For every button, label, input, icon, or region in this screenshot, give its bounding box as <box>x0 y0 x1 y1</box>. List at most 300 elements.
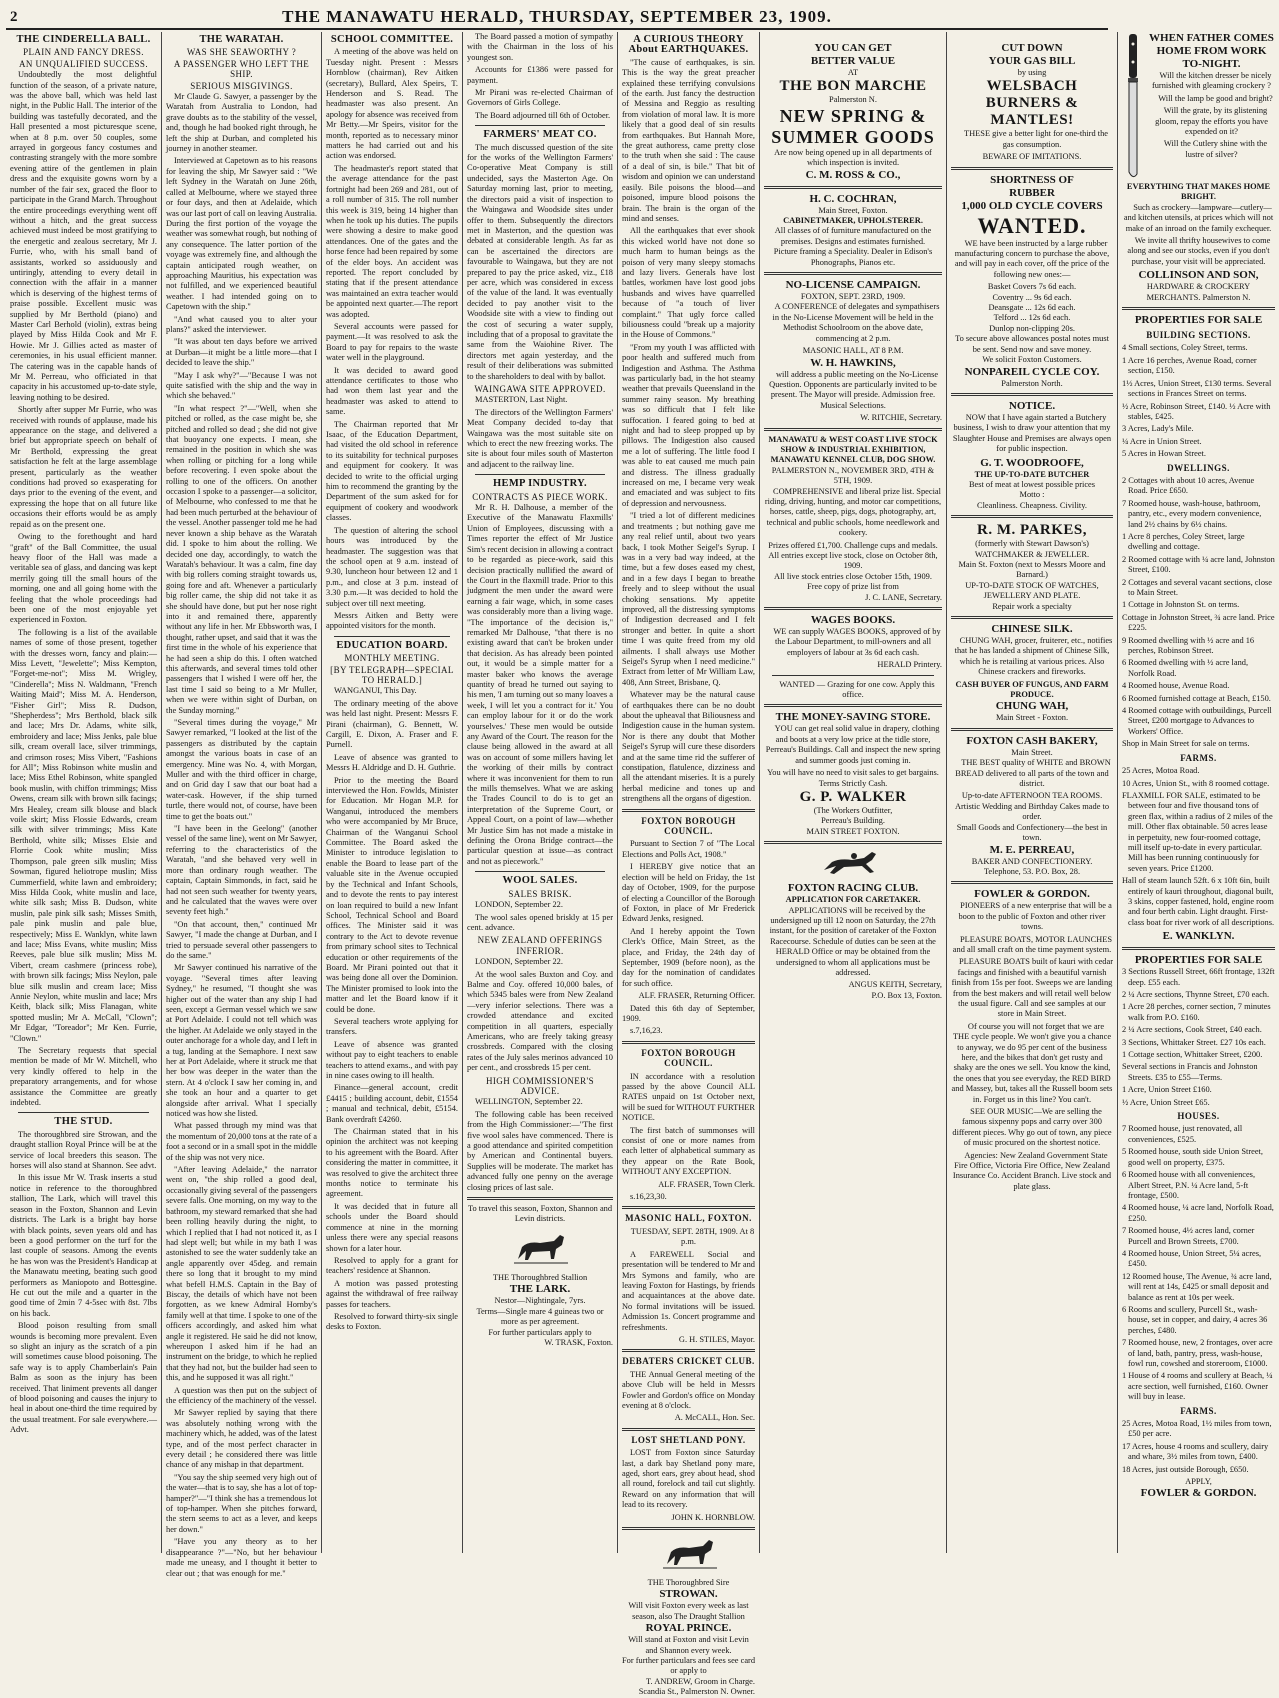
article-subtitle: WAS SHE SEAWORTHY ? <box>186 47 297 58</box>
paragraph: At the wool sales Buxton and Coy. and Balme and Coy. offered 10,000 bales, of which 5345 bales were from New Zealand—very inferior selections. There was a crowded attendance and excited competition in all quarters, especially Americans, who are freely taking greasy crossbreds. Compared with the closing rates of the July sales merinos advanced 10 per cent., and crossbreds 15 per cent. <box>467 969 613 1073</box>
notice-title: LOST SHETLAND PONY. <box>631 1434 746 1445</box>
article-subtitle: HIGH COMMISSIONER'S ADVICE. <box>486 1075 594 1096</box>
ad-heading: CHUNG WAH, <box>995 700 1069 713</box>
article-subtitle: [BY TELEGRAPH—SPECIAL TO HERALD.] <box>330 664 454 685</box>
ad-text: Small Goods and Confectionery—the best in town. <box>956 822 1108 843</box>
property-item: 5 Acres in Howan Street. <box>1122 449 1206 459</box>
paragraph: Owing to the forethought and hard "graft" of the Ball Committee, the usual heavy floor of the Hall was made a veritable sea of glass, and dancing was kept merrily going till the small hours of the morning, one and all going home with the feeling that the whole proceedings had been one of the most enjoyable yet experienced in Foxton. <box>10 532 157 625</box>
divider <box>1122 307 1275 310</box>
ad-text: MAIN STREET FOXTON. <box>806 826 900 836</box>
paragraph: Resolved to apply for a grant for teachers' residence at Shannon. <box>326 1255 458 1276</box>
paragraph: Blood poison resulting from small wounds is becoming more prevalent. Even so slight an injury as the scratch of a pin will sometimes cause blood poisoning. The safe way is to apply Chamberlain's Pain Balm as soon as the injury has been received. That liniment prevents all danger of blood poisoning and causes the injury to heal in about one-third the time required by the usual treatment. For sale everywhere.—Advt. <box>10 1321 157 1435</box>
paragraph: The following cable has been received from the High Commissioner:—"The first five wool sales have commenced. There is a good attendance and spirited competition by American and Continental buyers. Supplies will be moderate. The market has advanced fully one penny on the average closing prices of last sale. <box>467 1109 613 1192</box>
article-subtitle: SALES BRISK. <box>508 888 572 899</box>
ad-text: Palmerston North. <box>1001 378 1063 388</box>
paragraph: The thoroughbred sire Strowan, and the draught stallion Royal Prince will be at the service of local breeders this season. The horses will also stand at Shannon. See advt. <box>10 1129 157 1171</box>
ad-signature: ANGUS KEITH, Secretary, <box>848 980 942 990</box>
property-item: 1 Acre 8 perches, Coley Street, large dwelling and cottage. <box>1122 531 1245 552</box>
ad-money-saving-store <box>764 711 942 837</box>
ad-text: Will the grate, by its glistening gloom, repay the efforts you have expended on it? <box>1155 106 1268 137</box>
ad-text: AT <box>847 68 859 77</box>
ad-heading: H. C. COCHRAN, <box>809 192 897 205</box>
ad-text: Cleanliness. Cheapness. Civility. <box>977 500 1087 510</box>
ad-signature: HERALD Printery. <box>877 660 942 670</box>
paragraph: The Chairman reported that Mr Isaac, of the Education Department, had visited the old school in reference to its suitability for technical purposes and equipment for cookery. It was decided to write to the official urging him to recommend the granting by the Department of the sum asked for for equipment of cookery and woodwork classes. <box>326 419 458 523</box>
ad-cycle-covers <box>951 174 1113 389</box>
ad-heading: WHEN FATHER COMES HOME FROM WORK TO-NIGHT. <box>1149 32 1274 70</box>
ad-text: Deansgate ... 12s 6d each. <box>988 303 1076 313</box>
ad-text: YOU CAN GET <box>814 42 892 54</box>
ad-heading: G. P. WALKER <box>799 788 907 805</box>
property-list <box>1122 766 1275 928</box>
ad-bon-marche <box>764 32 942 182</box>
divider <box>764 272 942 275</box>
paragraph: Several accounts were passed for payment.—It was resolved to ask the Board to pay for repairs to the waste water well in the playground. <box>326 321 458 363</box>
dateline: WANGANUI, This Day. <box>334 686 417 696</box>
ad-heading: NEW SPRING & SUMMER GOODS <box>771 105 935 147</box>
article-subtitle: AN UNQUALIFIED SUCCESS. <box>19 58 148 69</box>
divider <box>764 704 942 707</box>
signature: ALF. FRASER, Town Clerk. <box>658 1179 755 1189</box>
ad-heading: FOXTON RACING CLUB. <box>787 882 919 895</box>
paragraph: "In what respect ?"—"Well, when she pitched or rolled, as the case might be, she pitched and rolled so dead ; she did not give that buoyancy one expects. I mean, she remained in the position in which she was when rolling or pitching for a long while before recovering. I even spoke about the rolling to one of the officers. On another occasion I spoke to a passenger—a solicitor, of Melbourne, who confessed to me that he had been much perturbed at the behaviour of the vessel. Another passenger told me he had never known a ship behave as the Waratah did. I spoke to him about the rolling. We decided one day, accordingly, to watch the Waratah's behaviour. It was a calm, fine day with big rollers coming straight towards us, going fore and aft. Whenever a particularly big roller came, the ship did not take it as she should have done, but put her nose right into it and remained there, apparently without any life in her. Mr Ebbsworth was, I thought, rather upset, and said that it was the first time in the whole of his experience that he had seen a ship do this. I often watched this afterwards, and several times told other passengers that I wished I were off her, the last time I said so being to a Mr Muller, when we were within sight of Durban, on the Sunday morning." <box>166 403 317 715</box>
paragraph: A motion was passed protesting against the withdrawal of free railway passes for teachers. <box>326 1278 458 1309</box>
ad-text: PALMERSTON N., NOVEMBER 3RD, 4TH & 5TH, 1909. <box>771 465 935 486</box>
ad-heading: FOWLER & GORDON. <box>974 888 1090 901</box>
paragraph: "May I ask why?"—"Because I was not quite satisfied with the ship and the way in which she behaved." <box>166 370 317 401</box>
property-item: 1 Acre 28 perches, corner section, 7 minutes walk from P.O. £160. <box>1122 1002 1271 1022</box>
properties-wanklyn <box>1122 314 1275 943</box>
paragraph: "On that account, then," continued Mr Sawyer, "I made the change at Durban, and I tried to persuade several other passengers to do the same." <box>166 919 317 960</box>
divider <box>764 841 942 844</box>
article-title-hemp-industry: HEMP INDUSTRY. <box>493 478 587 490</box>
property-item: 7 Roomed house, 4½ acres land, corner Purcell and Brown Streets, £700. <box>1122 1226 1255 1246</box>
divider <box>951 167 1113 170</box>
paragraph: All the earthquakes that ever shook this wicked world have not done so much harm to human beings as the poison of very many sleepy stomachs and lazy livers. Generals have lost battles, workmen have lost good jobs husbands and wives have quarrelled because of "a touch of liver complaint." That ugly force called biliousness could "break up a majority in the House of Commons." <box>622 226 755 340</box>
ad-heading: WELSBACH BURNERS & MANTLES! <box>985 78 1079 129</box>
divider <box>475 125 605 126</box>
ad-text: MASONIC HALL, AT 8 P.M. <box>802 346 904 356</box>
paragraph: The Secretary requests that special mention be made of Mr W. Mitchell, who very kindly offered to help in the preparatory arrangements, and for whose assistance the Committee are greatly indebted. <box>10 1046 157 1108</box>
ad-text: FOXTON, SEPT. 23RD, 1909. <box>800 292 906 302</box>
paragraph: "It was about ten days before we arrived at Durban—it might be a little more—that I decided to leave the ship." <box>166 337 317 368</box>
ad-heading: 1,000 OLD CYCLE COVERS <box>961 199 1103 212</box>
page-number: 2 <box>10 9 19 25</box>
paragraph: "And what caused you to alter your plans?" asked the interviewer. <box>166 314 317 334</box>
ad-text: CASH BUYER OF FUNGUS, AND FARM PRODUCE. <box>955 679 1109 700</box>
article-subtitle: MONTHLY MEETING. <box>344 653 440 664</box>
property-item: 6 Roomed house with all conveniences, Albert Street, P.N. ¼ Acre land, 5-ft frontage, £500. <box>1122 1170 1256 1200</box>
ad-text: A CONFERENCE of delegates and sympathisers in the No-License Movement will be held in the Methodist Schoolroom on the above date, commencing at 2 p.m. <box>772 302 940 343</box>
property-list <box>1122 1419 1275 1475</box>
property-item: 4 Roomed house, ¼ acre land, Norfolk Road, £250. <box>1122 1203 1274 1223</box>
ad-text: Telford ... 12s 6d each. <box>993 313 1071 323</box>
ad-heading: R. M. PARKES, <box>977 522 1087 539</box>
ad-heading: FOXTON CASH BAKERY, <box>966 734 1098 747</box>
ad-heading: CHINESE SILK. <box>991 623 1073 635</box>
ad-text: THESE give a better light for one-third the gas consumption. <box>964 129 1108 149</box>
ad-text: Artistic Wedding and Birthday Cakes made to order. <box>954 801 1110 822</box>
ad-heading: W. H. HAWKINS, <box>810 356 896 369</box>
signature: A. McCALL, Hon. Sec. <box>674 1413 755 1423</box>
paragraph: The question of altering the school hours was introduced by the headmaster. The suggestion was that the school open at 9 a.m. instead of 9.30, luncheon hour between 12 and 1 p.m., and close at 3 p.m. instead of 3.30 p.m.—It was decided to hold the subject over till next meeting. <box>326 525 458 608</box>
property-item: 3 Acres, Lady's Mile. <box>1122 424 1194 434</box>
divider <box>764 428 942 431</box>
ad-text: Telephone, 53. P.O. Box, 28. <box>983 866 1081 876</box>
ad-text: Nestor—Nightingale, 7yrs. <box>494 1296 586 1306</box>
article-title-school-committee: SCHOOL COMMITTEE. <box>330 34 454 45</box>
notice-title: DEBATERS CRICKET CLUB. <box>622 1356 755 1367</box>
paragraph: The following is a list of the available names of some of those present, together with the dresses worn, fancy and plain:—Miss Levett, "Jewelette"; Miss Kempton, "Forget-me-not"; Miss M. Wrigley, "Cinderella"; Miss N. Waldmann, "French Waiting Maid"; Miss M. A. Henderson, "Fisher Girl"; Miss R. Dudson, "Shepherdess"; Mrs Berthold, black silk and lace; Mrs Dr. Adams, white silk, embroidery and lace; Miss Jenks, pale blue silk, cream overall lace, silver trimmings, and crimson roses; Miss Vibert, "Fashions for All"; Miss Robinson white muslin and lace; Miss Ethel Robinson, white spangled book muslin, with chiffon trimmings; Miss Owens, cream silk with brown silk facings; Mrs Healey, cream silk blouse and black voile skirt; Miss Flossie Edwards, cream silk with silver trimmings; Miss Kate Berthold, white silk; Misses Elsie and Florrie Cook white muslin; Miss Thompson, pale green silk muslin; Miss Sowman, figured heliotrope muslin; Miss Cummerfield, white lawn and embroidery; Miss Hilda Cook, white muslin and lace, white silk sash; Miss B. Dudson, white muslin, pale pink silk sash; Misses Smith, pale pink muslin and pale blue, respectively; Miss E. Wanklyn, white lawn and lace; Miss Evans, white muslin; Miss Reeves, pale blue silk muslin; Miss M. Vibert, cream cashmere (princess robe), with brown silk facings; Miss Neylon, pale blue silk muslin and cream lace; Miss Annie Neylon, white muslin and lace; Mrs Keith, black silk; Miss Flanagan, white spotted muslin; Mr A. McCall, "Clown"; Mr Edgar, "Toreador"; Mr Ken. Furrie, "Clown." <box>10 627 157 1043</box>
divider <box>467 1197 613 1200</box>
paragraph: Leave of absence was granted without pay to eight teachers to enable teachers to attend exams., and with pay in nine cases owing to ill health. <box>326 1039 458 1080</box>
divider <box>622 809 755 812</box>
paragraph: Shortly after supper Mr Furrie, who was received with rounds of applause, made his appearance on the stage, and delivered a brief but appropriate speech on behalf of Mr Berthold, expressing the great satisfaction he felt at the large assemblage present, particularly as the weather conditions had proved so exasperating for days prior to the evening of the event, and expressing the hope that on all future like occasions their efforts would be as amply repaid as on the present one. <box>10 405 157 529</box>
ad-heading: ROYAL PRINCE. <box>645 1622 732 1635</box>
column-7 <box>1118 32 1279 1553</box>
ad-text: All classes of of furniture manufactured on the premises. Designs and estimates furnished. <box>774 226 932 246</box>
ad-text: Agencies: New Zealand Government State Fire Office, Victoria Fire Office, New Zealand Insurance Co. Accident Branch. Live stock and plate glass. <box>952 1150 1112 1191</box>
property-list <box>1122 343 1275 459</box>
property-item: ½ Acre, Robinson Street, £140. ½ Acre with stables, £425. <box>1122 401 1271 421</box>
property-item: 7 Roomed house, new, 2 frontages, over acre of land, bath, pantry, press, wash-house, fowl run, cowshed and storeroom, £1000. <box>1122 1338 1273 1368</box>
property-item: 18 Acres, just outside Borough, £650. <box>1122 1464 1249 1474</box>
ad-heading: MANAWATU KENNEL CLUB, DOG SHOW. <box>770 455 936 465</box>
property-item: Cottage in Johnston Street, ¾ acre land. Price £225. <box>1122 612 1275 633</box>
property-item: ¼ Acre in Union Street. <box>1122 436 1202 446</box>
ad-text: Main St. Foxton (next to Messrs Moore and Barnard.) <box>958 559 1106 580</box>
ad-text: will address a public meeting on the No-License Question. Opponents are particularly invited to be present. The Mayor will preside. Admission free. Musical Selections. <box>769 369 939 410</box>
paragraph: The headmaster's report stated that the average attendance for the past fortnight had been 269 and 281, out of a roll number of 315. The roll number this week is 319, being 14 higher than when he took up his duties. The pupils were showing a desire to make good attendances. One of the gates and the horse fence had been repaired by some of the elder boys. An accident was reported. The report concluded by stating that if the present attendance was maintained an extra teacher would be appointed next quarter.—The report was adopted. <box>326 163 458 319</box>
property-item: FLAXMILL FOR SALE, estimated to be between four and five thousand tons of green flax, within a radius of 2 miles of the mill. Other flax obtainable. 50 acres lease in perpetuity, new four-roomed cottage, mill itself up-to-date in every particular. Mill has been running continuously for seven years. Price £1200. <box>1122 790 1273 873</box>
property-item: 12 Roomed house, The Avenue, ¾ acre land, will rent at 14s, £425 or small deposit and balance as rent at 10s per week. <box>1122 1271 1272 1302</box>
ad-text: PLEASURE BOATS, MOTOR LAUNCHES and all small craft on the time payment system. <box>952 934 1112 954</box>
ad-text: Perreau's Building. <box>821 816 885 826</box>
property-item: 1½ Acres, Union Street, £130 terms. Several sections in Frances Street on terms. <box>1122 378 1272 399</box>
property-item: 2 Roomed cottage with ¼ acre land, Johnston Street, £100. <box>1122 554 1275 575</box>
ad-text: CABINETMAKER, UPHOLSTERER. <box>783 216 923 226</box>
paragraph: "I have been in the Geelong" (another vessel of the same line), went on Mr Sawyer, referring to the characteristics of the Waratah, "and she behaved very well in more than ordinary rough weather. The captain, Captain Simmonds, in fact, said he had not seen such weather for twenty years, and he calculated that the waves were over seventy feet high." <box>166 824 317 917</box>
property-item: Several sections in Francis and Johnston Streets. £35 to £55—Terms. <box>1122 1062 1258 1082</box>
paragraph: The much discussed question of the site for the works of the Wellington Farmers' Co-operative Meat Company is still undecided, says the Masterton Age. On Saturday morning last, prior to meeting, the directors paid a visit of inspection to the Waingawa and Woodside sites under offer to them. Subsequently the directors met in Masterton, and the question was debated at considerable length. As far as can be ascertained the directors are favourable to Waingawa, but they are not prepared to pay the price asked, viz., £18 per acre, which was considered in excess of the value of the land. It was eventually decided to pay another visit to the Woodside site with a view to finding out the cost of securing a water supply, including that of a proposal to gravitate the same from the Waiohine River. The directors met again yesterday, and the result of their deliberations was submitted to the shareholders to deal with by ballot. <box>467 142 613 381</box>
property-item: 2 ¼ Acre sections, Thynne Street, £70 each. <box>1122 990 1270 999</box>
property-item: 6 Roomed furnished cottage at Beach, £150. <box>1122 693 1271 703</box>
ad-no-license <box>764 279 942 423</box>
divider <box>622 1428 755 1431</box>
section-subheading: DWELLINGS. <box>1167 462 1230 473</box>
ad-text: WE have been instructed by a large rubber manufacturing concern to purchase the above, and will pay in each cover, off the price of the following new ones:— <box>954 238 1110 279</box>
ad-racing-club <box>764 848 942 1001</box>
section-subheading: BUILDING SECTIONS. <box>1146 330 1251 341</box>
ad-text: THE UP-TO-DATE BUTCHER <box>974 469 1090 479</box>
property-item: 1 Cottage section, Whittaker Street, £200. <box>1122 1050 1263 1060</box>
ad-heading: NOTICE. <box>1008 399 1056 412</box>
ad-text: BEWARE OF IMITATIONS. <box>982 152 1082 162</box>
article-subtitle: NEW ZEALAND OFFERINGS INFERIOR. <box>477 935 603 956</box>
paragraph: And I hereby appoint the Town Clerk's Office, Main Street, as the place, and Friday, the 24th day of September, 1909 (before noon), as the day for the nomination of candidates for such office. <box>622 926 755 988</box>
divider <box>764 186 942 189</box>
signature: ALF. FRASER, Returning Officer. <box>638 991 755 1001</box>
ad-heading: THE BON MARCHE <box>779 78 927 95</box>
ad-text: THE Thoroughbred Stallion <box>492 1272 588 1282</box>
ad-text: Dunlop non-clipping 20s. <box>989 323 1075 333</box>
column-3 <box>322 32 463 1553</box>
ad-welsbach <box>951 32 1113 163</box>
ad-text: SEE OUR MUSIC—We are selling the famous sixpenny pops and carry over 300 different pieces. Why go out of town, any piece of music procured on the shortest notice. <box>952 1107 1112 1148</box>
ad-text: Basket Covers 7s 6d each. <box>987 282 1077 292</box>
ad-text: Main Street. <box>1011 747 1053 757</box>
paragraph: Accounts for £1386 were passed for payment. <box>467 65 613 85</box>
divider <box>622 1527 755 1530</box>
divider <box>622 1041 755 1044</box>
ad-text: Main Street, Foxton. <box>818 205 888 215</box>
paragraph: Mr R. H. Dalhouse, a member of the Executive of the Manawatu Flaxmills' Union of Employees, discussing with a Times reporter the effect of Mr Justice Sim's recent decision in allowing a contract to be regarded as piece-work, said this decision practically nullified the award of the Court in the flaxmill trade. Prior to this judgment the men under the award were earning a fair wage, which, in some cases was considerably more than a living wage. "The importance of the decision is," remarked Mr Dalhouse, "that there is no existing award that can't be broken under that decision. As has already been pointed out, it would be a simple matter for a master baker who knows the average quantity of bread he turned out saying to his men, 'I am turning out so many loaves a week, I will let you a contract for it.' You can employ labour for it or do the work yourselves.' These men would be outside any Award of the Court. The reason for the clause being allowed in the award at all was on account of some millers having let the working of their mills by contract where it was inconvenient for them to run the mills themselves. What we are asking the Trades Council to do is to get an interpretation of the Supreme Court, or Appeal Court, on a point of law—whether Mr Justice Sim has not made a mistake in defining the Orona Bridge contract—the particular question at issue—as contract and not as piecework." <box>467 503 613 866</box>
ad-the-lark <box>467 1204 613 1348</box>
divider <box>475 871 605 872</box>
signature: JOHN K. HORNBLOW. <box>671 1512 755 1522</box>
paragraph: It was decided that in future all schools under the Board should commence at nine in the morning unless there were any special reasons shown for a later hour. <box>326 1201 458 1253</box>
ad-text: Of course you will not forget that we are THE cycle people. We won't give you a chance to anyway, we do 95 per cent of the business here, and the bikes that don't get rusty and shaky are the ones we sell. You know the kind, the ones that you see everyday, the RED BIRD and Massey, but, takes all the Russell boom sets in. Forget us in this line? You can't. <box>951 1021 1113 1104</box>
ad-text: To secure above allowances postal notes must be sent. Send now and save money. <box>955 334 1109 354</box>
ad-text: THE BEST quality of WHITE and BROWN BREAD delivered to all parts of the town and district. <box>955 758 1111 789</box>
ad-text: Palmerston N. <box>829 95 877 105</box>
property-item: 4 Roomed house, Union Street, 5¼ acres, £450. <box>1122 1248 1262 1269</box>
paragraph: IN accordance with a resolution passed by the above Council ALL RATES unpaid on 1st October next, will be sued for WITHOUT FURTHER NOTICE. <box>622 1071 755 1123</box>
ad-heading: G. T. WOODROOFE, <box>980 456 1084 469</box>
property-item: 10 Acres, Union St., with 8 roomed cottage. <box>1122 778 1270 788</box>
divider <box>622 1206 755 1209</box>
property-list <box>1122 967 1275 1108</box>
article-title-farmers-meat: FARMERS' MEAT CO. <box>483 129 597 141</box>
article-subtitle: SERIOUS MISGIVINGS. <box>190 80 293 91</box>
paragraph: "Have you any theory as to her disappearance ?"—"No, but her behaviour made me uneasy, and I thought it better to clear out ; that was enough for me." <box>166 1537 317 1578</box>
ad-heading: SHORTNESS OF <box>990 173 1074 186</box>
paragraph: Prior to the meeting the Board interviewed the Hon. Fowlds, Minister for Education. Mr Hogan M.P. for Wanganui, introduced the members who were accompanied by Mr Bruce, Chairman of the Wanganui School Committee. The Board asked the Minister to introduce legislation to enable the Board to lease part of the valuable site in the Avenue occupied by the Technical and Infant Schools, and to devote the rents to pay interest on loan required to build a new Infant School, Technical School and Board offices. The Minister said it was contrary to the Act to devote revenue from primary school sites to Technical education or other requirements of the Board. Mr Pirani pointed out that it was being done all over the Dominion. The Minister promised to look into the matter and let the Board know if it could be done. <box>326 775 458 1014</box>
divider <box>622 1349 755 1352</box>
article-subtitle: WAINGAWA SITE APPROVED. <box>474 384 606 394</box>
ad-heading: NONPAREIL CYCLE COY. <box>964 365 1100 378</box>
paragraph: Pursuant to Section 7 of "The Local Elections and Polls Act, 1908." <box>622 839 755 859</box>
property-item: 1 Acre 16 perches, Avenue Road, corner section, £150. <box>1122 355 1257 376</box>
ad-text: (The Workers Outfitter, <box>813 805 893 815</box>
property-item: 25 Acres, Motoa Road. <box>1122 766 1200 776</box>
property-item: 3 Sections Russell Street, 66ft frontage, 132ft deep. £55 each. <box>1122 967 1275 987</box>
paragraph: The first batch of summonses will consist of one or more names from each letter of alphabetical summary as they appear on the Rate Book, WITHOUT ANY EXCEPTION. <box>622 1125 755 1177</box>
paragraph: Mr Claude G. Sawyer, a passenger by the Waratah from Australia to London, had grave doubts as to the stability of the vessel, and, though he had booked right through, he left the ship at Durban, and completed his journey in another steamer. <box>166 92 317 154</box>
paragraph: "The cause of earthquakes, is sin. This is the way the great preacher explained these terrifying convulsions of the earth. Just fancy the destruction of Messina and Reggio as resulting from violation of moral law. It is more likely that a good deal of sin results from earthquakes. But Hannah More, the great authoress, came pretty close to the truth when she said : The cause of a deal of sin, is bile." That bit of wisdom and opinion we can understand easily. Bile poisons the blood—and poisoned, impure blood poisons the brain. The brain is the organ of the mind and senses. <box>622 57 755 223</box>
article-title-wool-sales: WOOL SALES. <box>502 875 578 887</box>
paragraph: "I tried a lot of different medicines and treatments ; but nothing gave me any real relief until, about two years back, I took Mother Seigel's Syrup. I was in a very bad way indeed, at the time, but a few doses eased my chest, and in a few days I began to breathe freely and to sleep without the usual choking sensations. My appetite improved, all the distressing symptoms of Indigestion decreased and I felt stronger and better. In quite a short time I was quite freed from my old ailments. I shall always use Mother Seigel's Syrup when I need medicine." Extract from letter of Mr William Law, 408, Ann Street, Brisbane, Q. <box>622 511 755 687</box>
paragraph: LOST from Foxton since Saturday last, a dark bay Shetland pony mare, aged, short ears, grey about head, shod all round, forelock and tail cut slightly. Reward on any information that will lead to its recovery. <box>622 1448 755 1510</box>
paragraph: Mr Sawyer replied by saying that there was absolutely nothing wrong with the machinery which, he added, was of the latest type, and of the most perfect character in every detail ; he considered there was little chance of any mishap in that department. <box>166 1408 317 1470</box>
divider <box>1122 947 1275 950</box>
ad-text: Free copy of prize list from <box>807 582 899 592</box>
paragraph: What passed through my mind was that the momentum of 20,000 tons at the rate of a foot a second or in a small spot in the middle of the ship was not very nice. <box>166 1121 317 1162</box>
ad-heading: EVERYTHING THAT MAKES HOME BRIGHT. <box>1126 182 1271 202</box>
masthead-title: THE MANAWATU HERALD, THURSDAY, SEPTEMBER 23, 1909. <box>282 7 832 26</box>
divider <box>951 881 1113 884</box>
property-item: 2 Cottages and several vacant sections, close to Main Street. <box>1122 577 1273 597</box>
section-subheading: FARMS. <box>1180 752 1217 763</box>
ad-heading: MANAWATU & WEST COAST LIVE STOCK SHOW & INDUSTRIAL EXHIBITION, <box>768 434 938 454</box>
ad-cash-bakery <box>951 735 1113 877</box>
notice-title: FOXTON BOROUGH COUNCIL. <box>641 815 736 837</box>
ad-text: YOUR GAS BILL <box>988 55 1076 67</box>
ad-heading: NO-LICENSE CAMPAIGN. <box>785 279 921 292</box>
ad-text: Prizes offered £1,700. Challenge cups and medals. <box>768 540 938 550</box>
ad-heading: THE LARK. <box>509 1283 571 1296</box>
ad-text: WE can supply WAGES BOOKS, approved of by the Labour Department, to mill-owners and all employers of labour at 3s 6d each cash. <box>773 627 941 657</box>
ad-wages-books <box>764 614 942 700</box>
dateline: WELLINGTON, September 22. <box>475 1097 583 1107</box>
ad-text: BAKER AND CONFECTIONERY. <box>971 856 1093 866</box>
paragraph: "After leaving Adelaide," the narrator went on, "the ship rolled a good deal, occasionally giving several of the passengers severe falls. One morning, on my way to the bathroom, my steward remarked that she had been rolling heavily during the night, to which I replied that I had not noticed it, as I had slept well; but while in my bath I was astonished to see the water suddenly take an angle apparently over 45deg. and remain there so long that it brought to my mind what befell H.M.S. Captain in the Bay of Biscay, the details of which have not been forgotten, as we knew Admiral Hornby's family well at that time. I spoke to one of the officers accordingly, and asked him what angle it registered. He said he did not know, whereupon I asked him if he had an instrument on the bridge, to which he replied that they had not, but the builder had seen to this, and he supposed it was all right." <box>166 1165 317 1383</box>
ad-signature: P.O. Box 13, Foxton. <box>871 990 942 1000</box>
ad-text: Best of meat at lowest possible prices <box>968 479 1096 489</box>
ad-text: Will visit Foxton every week as last season, also The Draught Stallion <box>628 1601 749 1621</box>
ad-text: APPLY, <box>1185 1477 1212 1487</box>
property-item: 7 Roomed house, wash-house, bathroom, pantry, etc., every modern convenience, land 2½ chains by 6½ chains. <box>1122 498 1262 529</box>
ad-text: PLEASURE BOATS built of kauri with cedar facings and finished with a beautiful varnish finish from 15s per foot. Sweeps we are landing from the best makers and will retail well below the usual figure. Call and see samples at our store in Main Street. <box>951 957 1113 1019</box>
article-title-waratah: THE WARATAH. <box>199 34 284 45</box>
paragraph: A question was then put on the subject of the efficiency of the machinery of the vessel. <box>166 1385 317 1405</box>
ad-heading: WANTED. <box>977 212 1087 238</box>
ad-heading: M. E. PERREAU, <box>989 843 1075 856</box>
ad-text: To travel this season, Foxton, Shannon and Levin districts. <box>467 1204 613 1224</box>
paragraph: It was decided to award good attendance certificates to those who had won them last year and the headmaster was asked to attend to same. <box>326 365 458 417</box>
paragraph: I HEREBY give notice that an election will be held on Friday, the 1st day of October, 1909, for the purpose of electing a Councillor of the Borough of Foxton, in place of Mr Frederick Edward Jenks, resigned. <box>622 862 755 924</box>
ad-text: For further particulars and fees see card or apply to <box>622 1656 756 1676</box>
ad-show <box>764 435 942 604</box>
ad-signature: J. C. LANE, Secretary. <box>865 592 942 602</box>
paragraph: TUESDAY, SEPT. 28TH, 1909. At 8 p.m. <box>630 1226 755 1247</box>
paragraph: Finance—general account, credit £4415 ; building account, debit, £1554 ; manual and technical, debit, £5154. Bank overdraft £4260. <box>326 1083 458 1124</box>
ad-collinson <box>1122 32 1275 303</box>
property-item: 1 Acre, Union Street £160. <box>1122 1085 1212 1095</box>
ad-text: PIONEERS of a new enterprise that will be a boon to the public of Foxton and other river towns. <box>958 901 1112 932</box>
divider <box>951 616 1113 619</box>
section-subheading: HOUSES. <box>1177 1111 1220 1122</box>
paragraph: Leave of absence was granted to Messrs H. Aldridge and D. H. Guthrie. <box>326 752 458 773</box>
masthead <box>6 6 1108 30</box>
ad-text: APPLICATIONS will be received by the undersigned up till 12 noon on Saturday, the 27th instant, for the position of caretaker of the Foxton Racecourse. Schedule of duties can be seen at the HERALD Office or may be obtained from the undersigned to whom all applications must be addressed. <box>769 905 937 977</box>
section-heading: PROPERTIES FOR SALE <box>1134 954 1263 967</box>
ad-signature: Scandia St., Palmerston N. Owner. <box>638 1687 755 1697</box>
ad-signature: W. RITCHIE, Secretary. <box>860 413 942 423</box>
ad-text: by using <box>1017 68 1047 77</box>
ad-text: Will the Cutlery shine with the lustre of silver? <box>1163 139 1268 159</box>
ad-text: You will have no need to visit sales to get bargains. <box>767 768 939 778</box>
column-6 <box>760 32 947 1553</box>
ad-heading: WAGES BOOKS. <box>810 614 896 627</box>
ad-text: Motto : <box>1019 490 1045 500</box>
ad-text: Will the kitchen dresser be nicely furnished with gleaming crockery ? <box>1151 71 1272 91</box>
ad-text: Coventry ... 9s 6d each. <box>992 292 1072 302</box>
ad-text: CHUNG WAH, grocer, fruiterer, etc., notifies that he has landed a shipment of Chinese Silk, which he is retailing at various prices. Also Chinese crackers and fireworks. <box>954 636 1113 677</box>
paragraph: Dated this 6th day of September, 1909. <box>622 1003 755 1023</box>
property-list <box>1122 1124 1275 1402</box>
ad-signature: C. M. ROSS & CO., <box>805 168 901 181</box>
ad-signature: E. WANKLYN. <box>1162 930 1235 943</box>
column-4 <box>463 32 618 1553</box>
property-item: 5 Roomed house, south side Union Street, good well on property, £375. <box>1122 1147 1263 1167</box>
paragraph: "From my youth I was afflicted with poor health and suffered much from Indigestion and Asthma. The Asthma was particularly bad, in the hot steamy weather that prevails Queensland in the summer rainy season. My breathing was so difficult that I felt like suffocation. I feared going to bed at night and had to sleep propped up by pillows. The Indigestion also caused me a lot of suffering. The little food I was able to eat caused me much pain and distress. The illness gradually increased on me, I became very weak and emaciated and was subject to fits of depression and nervousness. <box>622 342 755 508</box>
property-item: 6 Roomed dwelling with ½ acre land, Norfolk Road. <box>1122 658 1249 678</box>
ad-text: Main Street - Foxton. <box>995 713 1069 723</box>
property-item: 17 Acres, house 4 rooms and scullery, dairy and whare, 3½ miles from town, £400. <box>1122 1441 1269 1462</box>
paragraph: Whatever may be the natural cause of earthquakes there can be no doubt about the upheaval that Biliousness and Indigestion cause in the human system. Nor is there any doubt that Mother Seigel's Syrup will cure these disorders and at the same time rid the sufferer of constipation, flatulence, dizziness and all the attendant miseries. It is a purely herbal medicine and tones up and strengthens all the organs of digestion. <box>622 690 755 804</box>
column-5 <box>618 32 760 1697</box>
ad-butcher <box>951 400 1113 511</box>
ad-text: We solicit Foxton Customers. <box>982 355 1082 365</box>
ad-text: BETTER VALUE <box>810 55 896 67</box>
ad-text: COMPREHENSIVE and liberal prize list. Special riding, driving, hunting, and motor car competitions, horses, cattle, sheep, pigs, dogs, photography, art, technical and public schools, home needlework and cookery. <box>764 486 942 538</box>
paragraph: Messrs Aitken and Betty were appointed visitors for the month. <box>326 610 458 631</box>
ad-text: HARDWARE & CROCKERY MERCHANTS. Palmerston N. <box>1146 282 1251 302</box>
paragraph: Undoubtedly the most delightful function of the season, of a private nature, was the above ball, which was held last night, in the Public Hall. The interior of the building was tastefully decorated, and the Hall presented a most picturesque scene, when at 8 p.m. over 50 couples, some arrayed in gorgeous fancy costumes and contrasting strangely with the more sombre evening attire of the gentlemen in plain dress and the exquisite gowns worn by a number of the fair sex, graced the floor to participate in the Grand March. Throughout the entire proceedings everything went off without a hitch, and the great success achieved must indeed be most gratifying to the energetic and zealous secretary, Mr J. Furrie, who, with his small band of assistants, worked so assiduously and untiringly, attending to every detail in connection with the affair in a manner which is deserving of the highest terms of praise possible. Excellent music was supplied by Mr Berthold (piano) and Master Carl Berhold (violin), extras being played by Miss Hilda Cook and Mr F. Howie. Mr J. Gillies acted as master of ceremonies, in his usual efficient manner. The catering was in the capable hands of Mr M. Perreau, who officiated in that capacity in his accustomed up-to-date style, leaving nothing to be desired. <box>10 70 157 402</box>
paragraph: THE Annual General meeting of the above Club will be held in Messrs Fowler and Gordon's office on Monday evening at 8 o'clock. <box>622 1369 755 1410</box>
paragraph: A meeting of the above was held on Tuesday night. Present : Messrs Hornblow (chairman), Rev Aitken (secretary), Bullard, Alex Speirs, T. Henderson and S. Read. The headmaster was also present. An apology for absence was received from Mr Betty.—Mr Speirs, visitor for the month, reported as to necessary minor matters he had carried out and his action was endorsed. <box>326 47 458 161</box>
column-1 <box>6 32 162 1553</box>
divider <box>334 636 450 637</box>
notice-title: FOXTON BOROUGH COUNCIL. <box>641 1047 736 1069</box>
divider <box>475 474 605 475</box>
ad-heading: STROWAN. <box>659 1588 718 1601</box>
column-2 <box>162 32 322 1578</box>
ad-text: Will stand at Foxton and visit Levin and Shannon every week. <box>628 1635 749 1655</box>
paragraph: Resolved to forward thirty-six single desks to Foxton. <box>326 1311 458 1332</box>
ad-parkes <box>951 522 1113 612</box>
paragraph: The Board passed a motion of sympathy with the Chairman in the loss of his youngest son. <box>467 32 613 62</box>
column-6b <box>947 32 1118 1553</box>
properties-fowler-gordon <box>1122 954 1275 1500</box>
property-item: 9 Roomed dwelling with ½ acre and 16 perches, Robinson Street. <box>1122 635 1255 656</box>
dateline: LONDON, September 22. <box>475 900 563 910</box>
article-title-education-board: EDUCATION BOARD. <box>336 639 448 651</box>
ad-cochran <box>764 193 942 268</box>
ad-signature: T. ANDREW, Groom in Charge. <box>646 1676 755 1686</box>
paragraph: Mr Sawyer continued his narrative of the voyage. "Several times after leaving Sydney," he resumed, "I thought she was higher out of the water than any ship I had seen, except a German vessel which we saw at Port Adelaide. I could not tell which was the higher. At Adelaide we only stayed in the outer anchorage for a whole day, and I left in a tug, landing at the Semaphore. I next saw her at Port Adelaide, where it struck me that her bow was deeper in the water than the stern. At 4 o'clock I saw her coming in, and she took an hour and a quarter to get alongside after arrival. What I specially noticed was how she listed. <box>166 963 317 1119</box>
paragraph: The Board adjourned till 6th of October. <box>475 110 611 120</box>
dateline: MASTERTON, Last Night. <box>475 395 568 405</box>
property-item: 7 Roomed house, just renovated, all conveniences, £525. <box>1122 1124 1243 1144</box>
ad-text: Repair work a specialty <box>992 601 1072 611</box>
ad-heading: THE MONEY-SAVING STORE. <box>775 711 931 724</box>
property-item: 4 Roomed cottage with outbuildings, Purcell Street, £200 mortgage to Advances to Workers' Office. <box>1122 706 1272 736</box>
property-item: Shop in Main Street for sale on terms. <box>1122 739 1250 749</box>
knife-icon <box>1122 32 1144 182</box>
paragraph: s.7,16,23. <box>630 1026 663 1036</box>
property-item: 1 Cottage in Johnston St. on terms. <box>1122 600 1240 610</box>
paragraph: A FAREWELL Social and presentation will be tendered to Mr and Mrs Symons and family, who are leaving Foxton for Hastings, by friends and acquaintances at the above date. No formal invitations will be issued. Admission 1s. Concert programme and refreshments. <box>622 1249 755 1332</box>
ad-text: Such as crockery—lampware—cutlery—and kitchen utensils, at prices which will not make of an inroad on the family exchequer. <box>1123 202 1274 233</box>
property-item: Hall of steam launch 52ft. 6 x 10ft 6in, built entirely of kauri throughout, diagonal built, 3 skins, copper fastened, hold, engine room and four berth cabin. Light draught. First-class boat for river work of all descriptions. <box>1122 876 1275 927</box>
ad-text: APPLICATION FOR CARETAKER. <box>785 895 921 905</box>
ad-text: All entries except live stock, close on October 8th, 1909. <box>768 551 938 571</box>
horse-icon <box>510 1229 570 1269</box>
paragraph: In this issue Mr W. Trask inserts a stud notice in reference to the thoroughbred stallion, The Lark, which will travel this season in the Foxton, Shannon and Levin districts. The Lark is a bright bay horse with black points, seven years old and has been a good performer on the turf for the last couple of seasons. Among the events he has won was the President's Handicap at the Manawatu meeting, beating such good performers as Maniopoto and Bottesgine. He cut out the mile and a quarter in the good time of 2min 7 4-5sec with 8st. 7lbs on his back. <box>10 1173 157 1318</box>
paragraph: "You say the ship seemed very high out of the water—that is to say, she has a lot of top-hamper?"—"I think she has a tremendous lot of top-hamper. When she pitches forward, the stern seems to act as a lever, and keeps her down." <box>166 1472 317 1534</box>
racehorse-icon <box>818 848 888 878</box>
ad-text: Up-to-date AFTERNOON TEA ROOMS. <box>961 791 1103 801</box>
paragraph: The Chairman stated that in his opinion the architect was not keeping to his agreement with the Board. After considering the matter in committee, it was resolved to give the architect three months notice to terminate his agreement. <box>326 1127 458 1199</box>
ad-text: CUT DOWN <box>1001 42 1063 54</box>
article-subtitle: PLAIN AND FANCY DRESS. <box>23 47 144 58</box>
paragraph: s.16,23,30. <box>630 1192 667 1202</box>
property-item: ½ Acre, Union Street £65. <box>1122 1097 1210 1107</box>
ad-text: Are now being opened up in all departments of which inspection is invited. <box>774 147 932 168</box>
article-title-cinderella-ball: THE CINDERELLA BALL. <box>16 34 151 45</box>
